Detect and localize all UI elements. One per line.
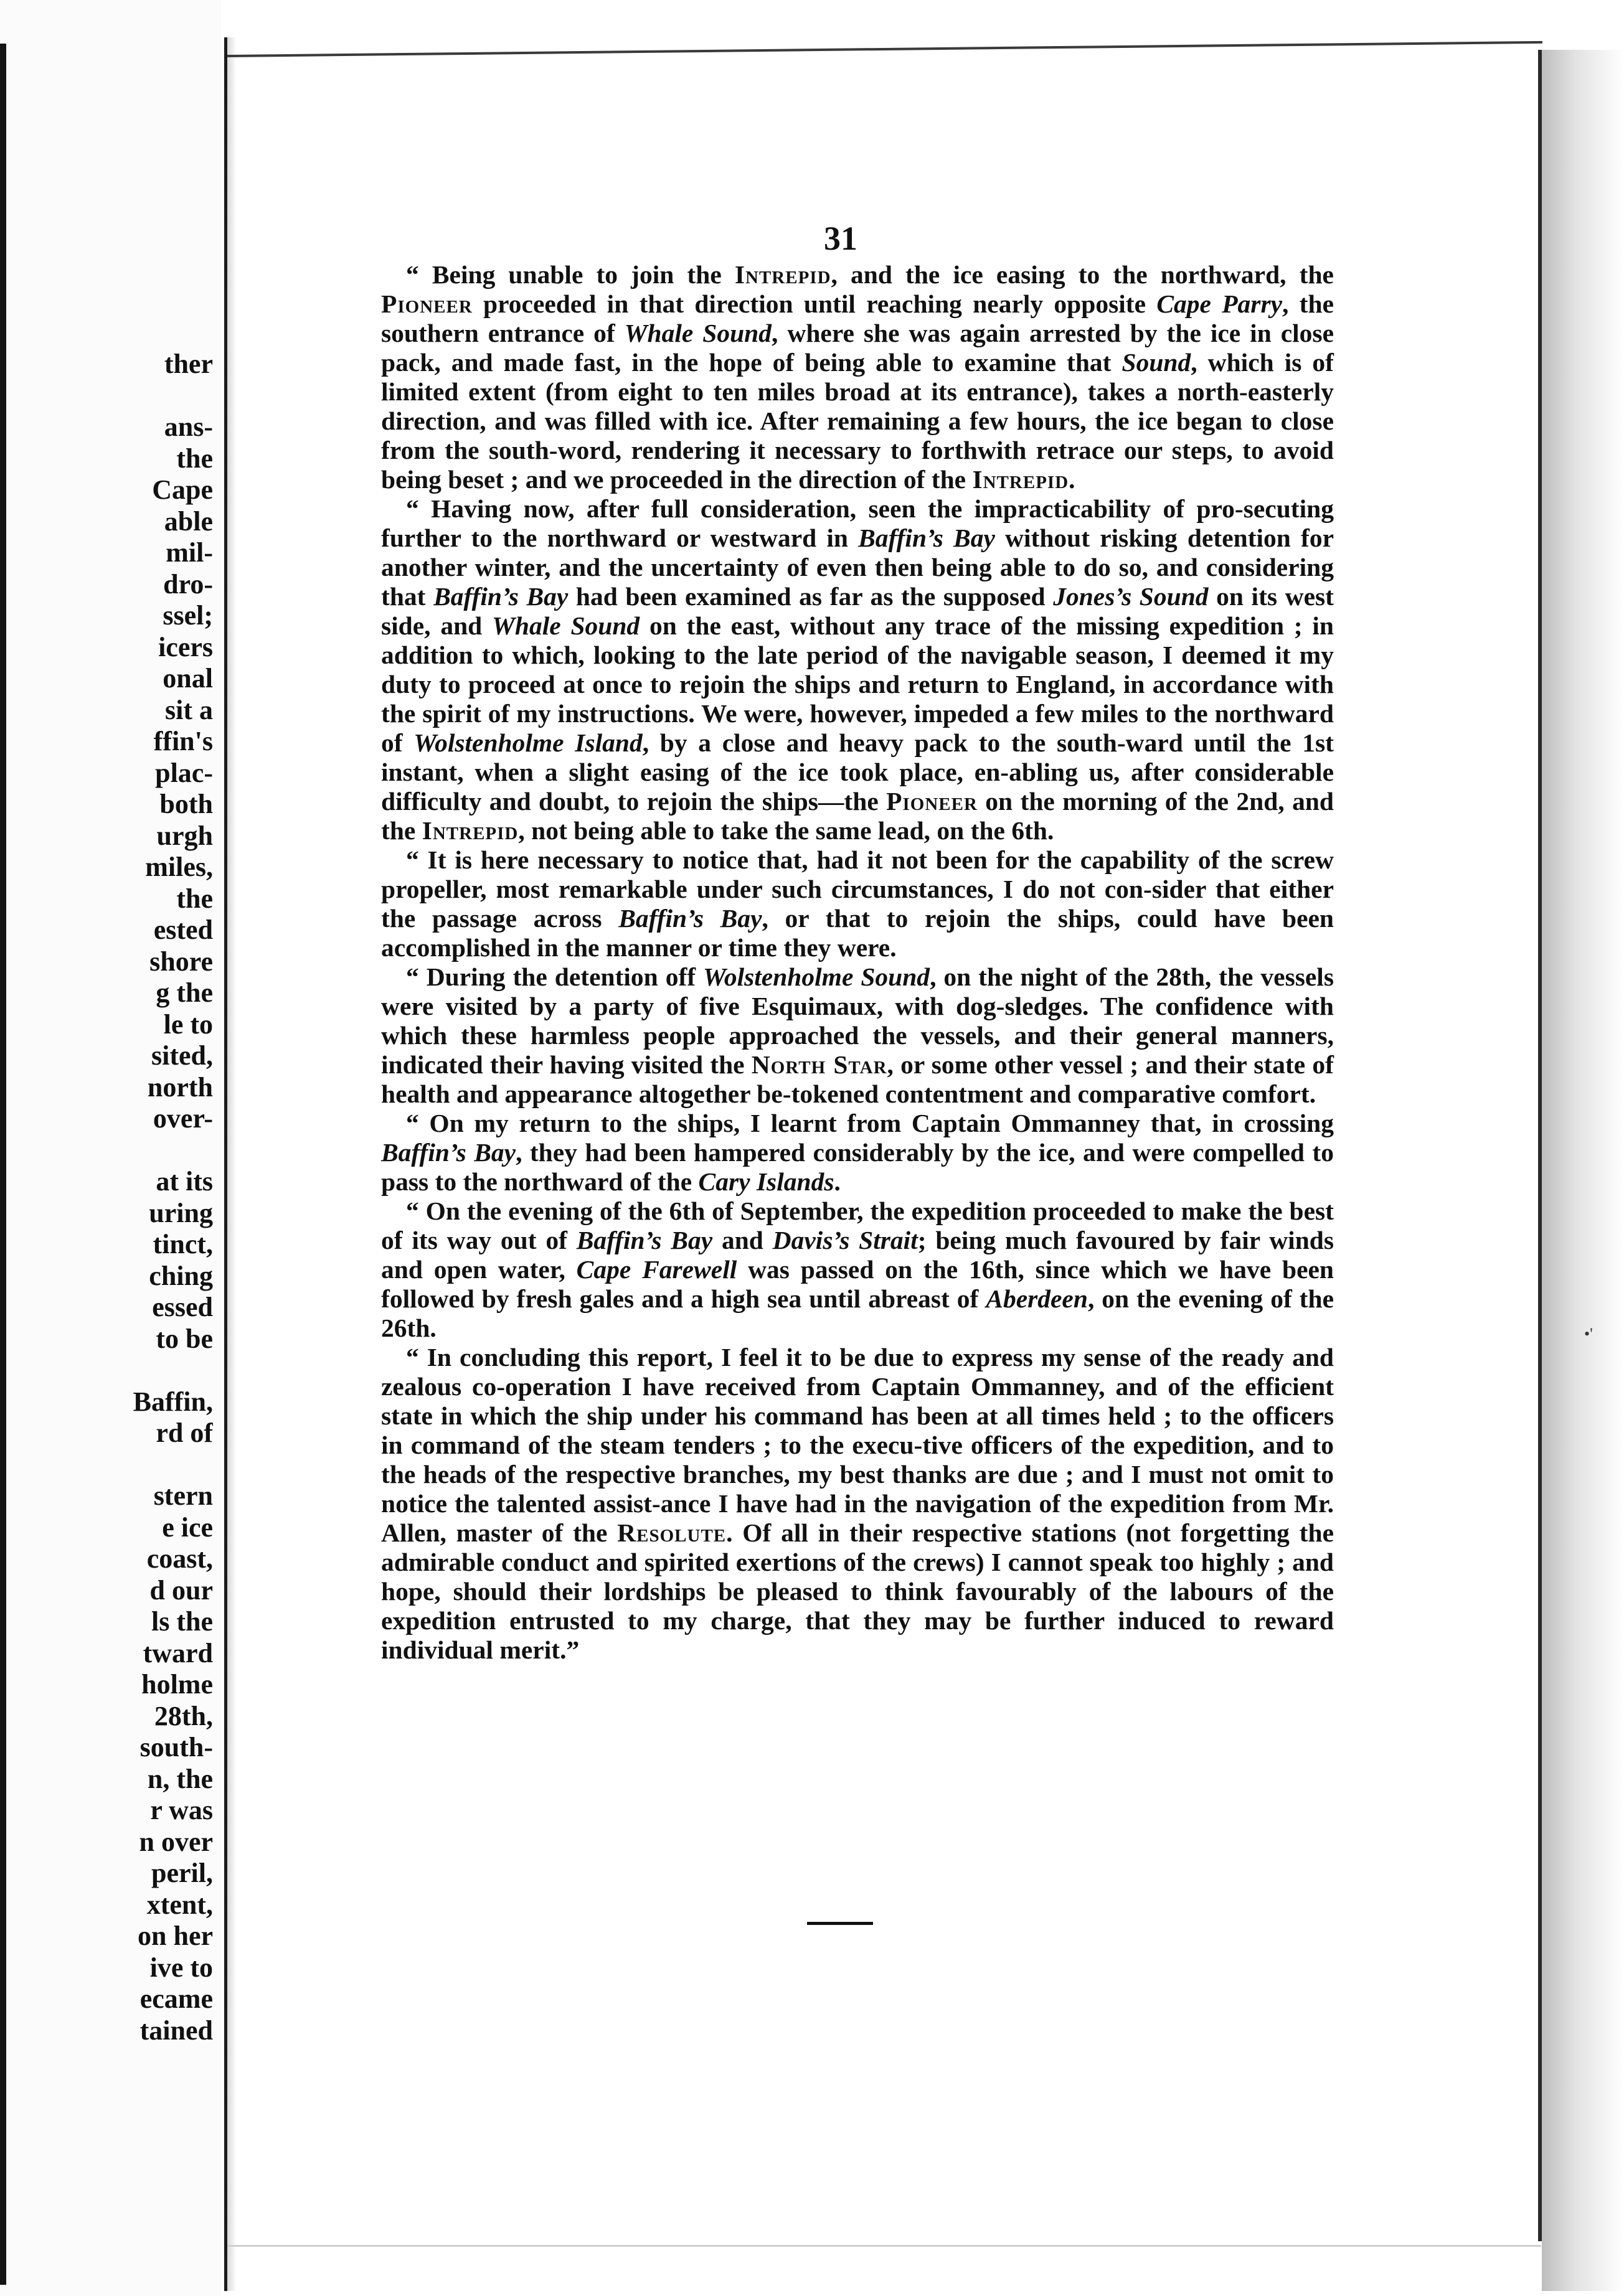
text-run: , which is of limited extent (from eight to ten miles broad at its entrance), takes a north-easterly direction, and was filled with ice. After remaining a few hours, the ice began to close from the south-word, rendering it necessary to forthwith retrace our steps, to avoid being beset ; and we proceeded in the direction of the [381,348,1334,494]
text-run: , not being able to take the same lead, on the 6th. [518,816,1054,845]
left-page-fragment: plac- [155,757,213,788]
text-run: , or that to rejoin the ships, could have been accomplished in the manner or time they were. [381,904,1334,962]
left-page-fragment [0,380,213,412]
vessel-name: Pioneer [886,787,978,816]
place-name: Whale Sound [492,611,640,640]
text-run: was passed on the 16th, since which we have been followed by fresh gales and a high sea until abreast of [381,1255,1334,1313]
text-run: “ Being unable to join the [406,260,735,289]
left-page-fragment: miles, [145,852,213,882]
left-page-fragment: essed [152,1292,213,1322]
left-page-fragment: tained [139,2015,213,2046]
left-page-fragment: icers [158,631,213,662]
place-name: Wolstenholme Island [413,728,643,757]
page-number: 31 [824,220,857,257]
text-run: , where she was again arrested by the ice in close pack, and made fast, in the hope of being able to examine that [381,319,1334,377]
text-run: “ On my return to the ships, I learnt from Captain Ommanney that, in crossing [406,1109,1334,1137]
place-name: Whale Sound [624,319,772,347]
left-page-fragment: urgh [156,820,213,851]
place-name: Sound [1121,348,1191,377]
left-page-fragment: dro- [163,568,213,600]
vessel-name: Intrepid [734,260,831,289]
left-page-fragment: ive to [149,1952,213,1983]
paragraph [381,845,1334,962]
left-page-fragment: ecame [139,1983,213,2014]
left-page-fragment: 28th, [154,1700,213,1731]
place-name: Jones’s Sound [1053,582,1209,611]
left-page-fragment: south- [139,1732,213,1762]
text-run: , the southern entrance of [381,289,1334,347]
left-page-fragment [0,1355,213,1386]
left-page-fragment: ssel; [163,600,213,631]
place-name: Aberdeen [986,1284,1088,1313]
text-run: “ In concluding this report, I feel it to be due to express my sense of the ready and zealous co-operation I have received from Captain Ommanney, and of the efficient state in which the ship under his command has been at all times held ; to the officers in command of the steam tenders ; to the execu-tive officers of the expedition, and to the heads of the respective branches, my best thanks are due ; and I must not omit to notice the talented assist-ance I have had in the navigation of the expedition from Mr. Allen, master of the [381,1343,1334,1547]
left-page-fragment: Cape [152,474,213,505]
left-page-fragment: n, the [147,1763,213,1794]
text-run: , they had been hampered considerably by the ice, and were compelled to pass to the northward of the [381,1138,1334,1196]
place-name: Baffin’s Bay [433,582,569,611]
place-name: Baffin’s Bay [576,1226,713,1254]
left-page-fragment: able [164,506,213,537]
left-page-fragment: Baffin, [133,1386,213,1417]
left-page-fragment: peril, [151,1858,213,1888]
left-page-fragment: n over [139,1826,213,1857]
paragraph [381,962,1334,1109]
page-top-edge [227,41,1542,57]
text-run: , on the night of the 28th, the vessels were visited by a party of five Esquimaux, with dog-sledges. The confidence with which these harmless people approached the vessels, and their general manners, indicated their having visited the [381,962,1334,1079]
text-run: “ Having now, after full consideration, seen the impracticability of pro-secuting further to the northward or westward in [381,494,1334,552]
paragraph [381,1197,1334,1343]
text-run: , or some other vessel ; and their state of health and appearance altogether be-tokened contentment and comparative comfort. [381,1050,1334,1108]
text-run: , on the evening of the 26th. [381,1284,1334,1342]
text-run: . [1069,465,1075,494]
left-page-fragment: onal [163,663,213,694]
vessel-name: Intrepid [972,465,1069,494]
text-run: on its west side, and [381,582,1334,640]
text-run: , by a close and heavy pack to the south-ward until the 1st instant, when a slight easing of the ice took place, en-abling us, after considerable difficulty and doubt, to rejoin the ships—the [381,728,1334,816]
text-run: “ On the evening of the 6th of September, the expedition proceeded to make the best of its way out of [381,1197,1334,1254]
paragraph [381,1109,1334,1197]
left-page-fragment: sited, [151,1040,213,1071]
left-page-fragment: ther [164,349,213,379]
stray-mark: •' [1584,1325,1593,1343]
page-bottom-edge [227,2245,1541,2247]
left-page-fragment: holme [141,1669,213,1700]
left-page-fragment [0,1135,213,1167]
place-name: Baffin’s Bay [381,1138,516,1167]
paragraph [381,1343,1334,1665]
place-name: Davis’s Strait [772,1226,918,1254]
left-page-fragment: at its [156,1166,213,1197]
left-page-fragment: ls the [151,1606,213,1637]
left-page-fragment: to be [156,1323,213,1354]
left-page-fragment: ffin's [153,726,213,756]
text-run: on the morning of the 2nd, and the [381,787,1334,845]
left-page-fragment: e ice [162,1512,213,1543]
left-page-fragment: mil- [166,537,213,568]
vessel-name: Resolute [617,1518,727,1547]
left-page-fragment: ested [153,915,213,945]
left-page-fragment: over- [153,1103,213,1134]
place-name: Cape Farewell [576,1255,737,1284]
left-page-fragment: ching [149,1260,213,1291]
left-page-fragment: g the [156,977,213,1008]
left-page-fragment: tinct, [153,1229,213,1259]
left-page-text-fragments [0,349,213,2046]
text-run: had been examined as far as the supposed [568,582,1054,611]
place-name: Wolstenholme Sound [703,962,930,991]
text-run: . [834,1167,841,1196]
vessel-name: Pioneer [381,289,473,318]
text-run: . Of all in their respective stations (not forgetting the admirable conduct and spirited exertions of the crews) I cannot speak too highly ; and hope, should their lordships be pleased to think favourably of the labours of the expedition entrusted to my charge, that they may be further induced to reward individual merit.” [381,1518,1334,1664]
vessel-name: North Star [751,1050,887,1079]
text-run: , and the ice easing to the northward, the [831,260,1334,289]
left-page-fragment [0,1449,213,1481]
text-run: and [712,1226,773,1254]
paragraph [381,260,1334,494]
left-page-fragment: stern [153,1480,213,1511]
left-page-fragment: xtent, [146,1889,213,1920]
left-page-fragment: r was [150,1795,213,1825]
text-run: ; being much favoured by fair winds and open water, [381,1226,1334,1284]
left-page-fragment: coast, [146,1543,213,1574]
text-run: proceeded in that direction until reaching nearly opposite [472,289,1157,318]
left-page-fragment: d our [149,1574,213,1606]
place-name: Cape Parry [1156,289,1283,318]
place-name: Baffin’s Bay [618,904,762,933]
body-text [381,260,1334,1665]
vessel-name: Intrepid [422,816,519,845]
left-page-fragment: ans- [164,412,213,442]
left-page-fragment: north [147,1071,213,1103]
left-page-fragment: on her [138,1921,213,1951]
end-rule [807,1922,873,1925]
place-name: Cary Islands [698,1167,834,1196]
left-page-fragment: the [176,883,213,914]
left-page-fragment: shore [149,946,213,977]
page-right-shadow [1542,50,1624,2291]
left-page-fragment: sit a [165,694,213,725]
text-run: “ During the detention off [406,962,704,991]
text-run: on the east, without any trace of the missing expedition ; in addition to which, looking to the late period of the navigable season, I deemed it my duty to proceed at once to rejoin the ships and return to England, in accordance with the spirit of my instructions. We were, however, impeded a few miles to the northward of [381,611,1334,757]
gutter-shadow [227,37,236,2291]
text-run: without risking detention for another winter, and the uncertainty of even then being able to do so, and considering that [381,524,1334,611]
text-run: “ It is here necessary to notice that, had it not been for the capability of the screw propeller, most remarkable under such circumstances, I do not con-sider that either the passage across [381,845,1334,933]
left-page-fragment: uring [149,1197,213,1228]
left-page-fragment: tward [143,1637,213,1668]
left-page-fragment: le to [163,1009,213,1040]
place-name: Baffin’s Bay [858,524,995,552]
left-page-fragment: the [176,443,213,474]
left-page-fragment: rd of [156,1418,213,1448]
paragraph [381,494,1334,845]
left-page-fragment: both [159,789,213,819]
